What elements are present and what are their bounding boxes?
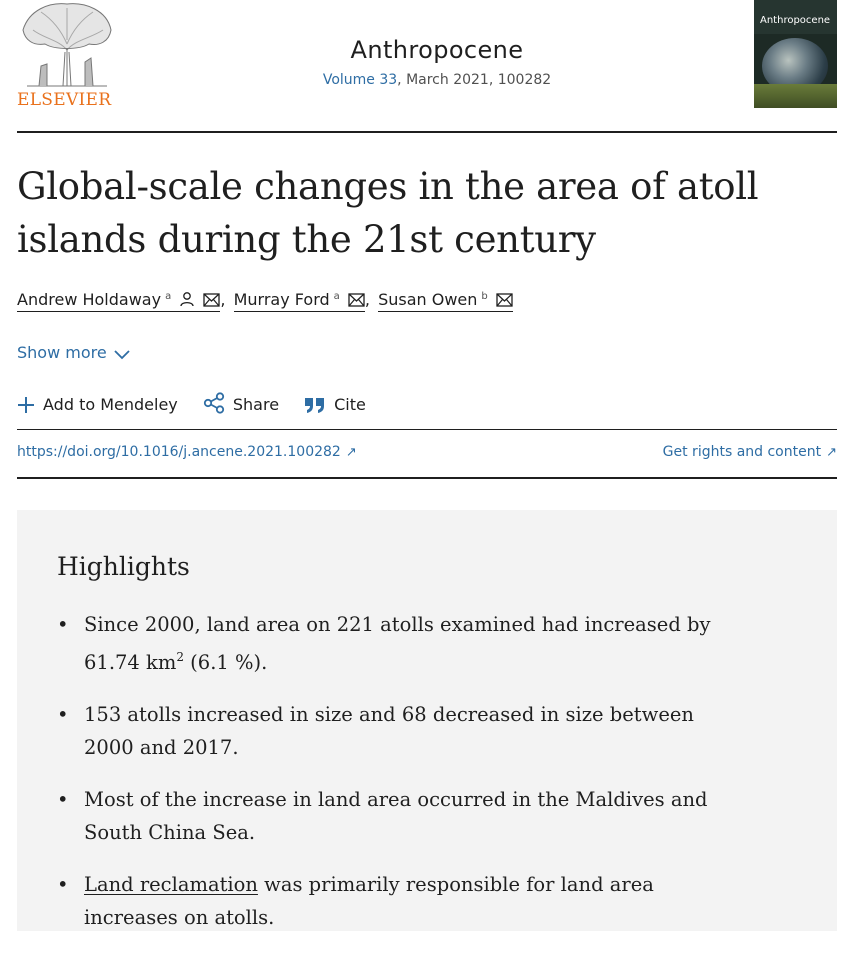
plus-icon <box>17 396 35 414</box>
highlight-text: was primarily responsible for land area increases on atolls. <box>84 873 654 929</box>
doi-link-text: https://doi.org/10.1016/j.ancene.2021.100282 <box>17 444 341 460</box>
volume-link[interactable]: Volume 33 <box>322 72 398 88</box>
journal-info <box>267 36 607 88</box>
author-separator: , <box>364 290 370 309</box>
highlight-superscript: 2 <box>176 650 184 664</box>
citation-details: , March 2021, 100282 <box>397 72 552 88</box>
author-affiliation: a <box>165 291 172 302</box>
chevron-down-icon <box>113 347 131 361</box>
author-list <box>17 290 513 312</box>
highlights-heading: Highlights <box>57 552 190 581</box>
add-to-mendeley-button[interactable] <box>17 395 178 414</box>
doi-row <box>17 444 837 460</box>
cover-title: Anthropocene <box>760 15 831 26</box>
highlight-item <box>57 868 737 934</box>
actions-divider <box>17 429 837 430</box>
journal-header <box>17 0 837 132</box>
header-divider <box>17 131 837 133</box>
mail-icon <box>348 293 365 307</box>
land-reclamation-link[interactable]: Land reclamation <box>84 873 258 896</box>
author-name: Andrew Holdaway <box>17 290 162 309</box>
mail-icon <box>203 293 220 307</box>
article-title-line2: islands during the 21st century <box>17 218 596 261</box>
external-link-icon: ↗ <box>826 445 837 460</box>
author-ford[interactable] <box>234 290 365 312</box>
highlight-text: 153 atolls increased in size and 68 decreased in size between 2000 and 2017. <box>84 703 694 759</box>
share-button[interactable] <box>203 392 279 414</box>
show-more-label: Show more <box>17 343 107 362</box>
journal-cover-image[interactable] <box>754 0 837 108</box>
share-icon <box>203 392 225 414</box>
elsevier-tree-icon <box>19 0 115 88</box>
article-title-line1: Global-scale changes in the area of atoll <box>17 165 759 208</box>
highlight-text: Most of the increase in land area occurred in the Maldives and South China Sea. <box>84 788 708 844</box>
rights-link-text: Get rights and content <box>662 444 822 460</box>
cite-button[interactable] <box>304 395 366 414</box>
external-link-icon: ↗ <box>345 445 357 460</box>
cite-label: Cite <box>334 395 366 414</box>
author-owen[interactable] <box>378 290 513 312</box>
author-separator: , <box>220 290 226 309</box>
mail-icon <box>496 293 513 307</box>
bullet: • <box>57 613 69 636</box>
author-affiliation: a <box>333 291 340 302</box>
highlight-text: Since 2000, land area on 221 atolls examined had increased by 61.74 <box>84 613 711 674</box>
highlights-section <box>17 510 837 931</box>
article-title <box>17 160 817 266</box>
bullet: • <box>57 873 69 896</box>
highlight-item <box>57 783 737 849</box>
author-name: Murray Ford <box>233 290 330 309</box>
person-icon <box>179 291 195 307</box>
journal-citation <box>267 72 607 88</box>
highlights-list <box>57 608 737 953</box>
bullet: • <box>57 788 69 811</box>
share-label: Share <box>232 395 280 414</box>
show-more-button[interactable] <box>17 343 131 362</box>
author-name: Susan Owen <box>378 290 478 309</box>
cover-landscape-image <box>754 84 837 108</box>
quote-icon <box>304 396 326 414</box>
highlight-text-end: (6.1 %). <box>183 651 268 674</box>
elsevier-logo[interactable] <box>17 0 117 110</box>
article-actions <box>17 392 386 414</box>
doi-divider <box>17 477 837 479</box>
highlight-item <box>57 608 737 679</box>
add-to-mendeley-label: Add to Mendeley <box>43 395 178 414</box>
elsevier-wordmark: ELSEVIER <box>17 90 112 110</box>
author-affiliation: b <box>481 291 488 302</box>
highlight-unit: km <box>146 651 177 674</box>
bullet: • <box>57 703 69 726</box>
author-holdaway[interactable] <box>17 290 220 312</box>
doi-link[interactable] <box>17 444 357 460</box>
highlight-item <box>57 698 737 764</box>
journal-title[interactable]: Anthropocene <box>350 36 524 64</box>
rights-and-content-link[interactable] <box>663 444 837 460</box>
